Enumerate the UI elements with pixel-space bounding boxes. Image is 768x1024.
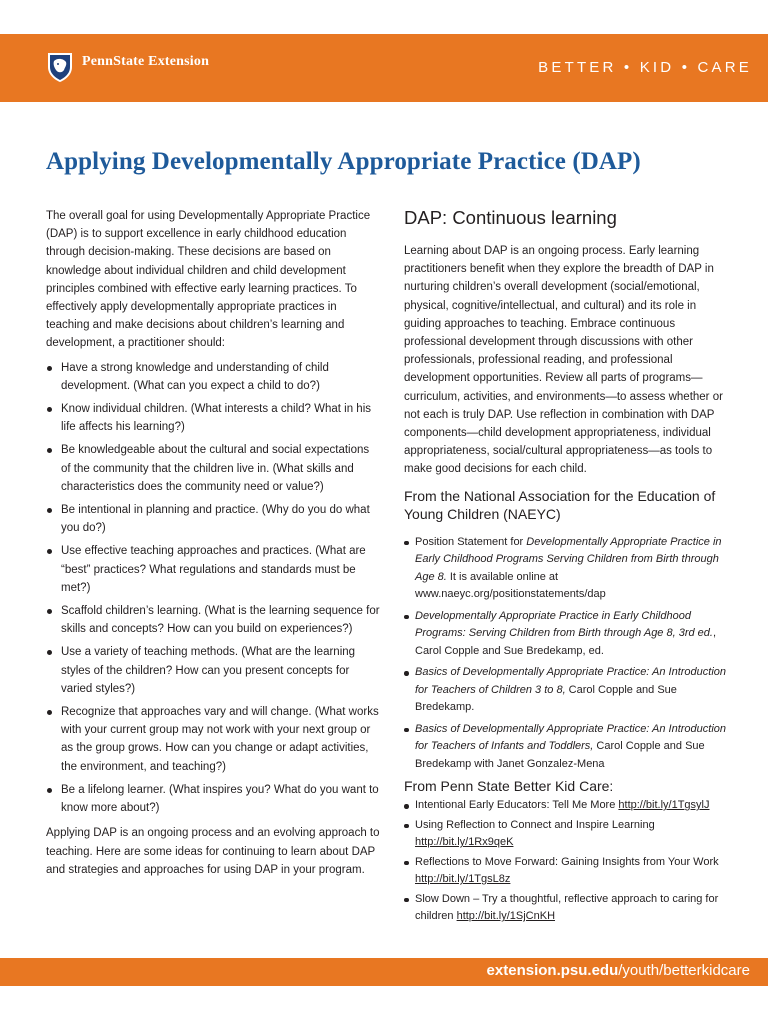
footer-url[interactable]: extension.psu.edu/youth/betterkidcare: [486, 962, 750, 979]
program-tagline: BETTER • KID • CARE: [538, 59, 752, 76]
list-item: Intentional Early Educators: Tell Me More http://bit.ly/1TgsylJ: [404, 797, 726, 815]
left-column: [46, 207, 380, 879]
list-item: Recognize that approaches vary and will change. (What works with your current group may not work with your next group or as the group grows. How can you change or adapt activities, the environment, and teaching?): [46, 703, 380, 776]
list-item: Be intentional in planning and practice. (Why do you do what you do?): [46, 501, 380, 537]
list-item: Know individual children. (What interests a child? What in his life affects his learning?): [46, 400, 380, 436]
list-item: Basics of Developmentally Appropriate Practice: An Introduction for Teachers of Infants and Toddlers, Carol Copple and Sue Bredekamp with Janet Gonzalez-Mena: [404, 721, 726, 774]
list-item: Use a variety of teaching methods. (What are the learning styles of the children? How can you present concepts for varied styles?): [46, 643, 380, 698]
resource-link[interactable]: http://bit.ly/1TgsL8z: [415, 873, 511, 886]
list-item: Scaffold children’s learning. (What is the learning sequence for skills and concepts? How can you build on experiences?): [46, 602, 380, 638]
list-item: Be a lifelong learner. (What inspires you? What do you want to know more about?): [46, 781, 380, 817]
list-item: Position Statement for Developmentally Appropriate Practice in Early Childhood Programs Serving Children from Birth through Age 8. It is available online at www.naeyc.org/positionstatements/dap: [404, 534, 726, 604]
org-name: PennState Extension: [82, 54, 210, 69]
footer-banner: [0, 958, 768, 986]
list-item: Using Reflection to Connect and Inspire Learning http://bit.ly/1Rx9qeK: [404, 817, 726, 852]
continuous-learning-paragraph: Learning about DAP is an ongoing process. Early learning practitioners benefit when they explore the breadth of DAP in nurturing children’s overall development (social/emotional, physical, cognitive/intellectual, and cultural) and its role in guiding approaches to teaching. Embrace continuous professional development through discussions with other professionals, professional reading, and professional development opportunities. Review all parts of programs—curriculum, activities, and environments—to assess whether or not each is truly DAP. Use reflection in combination with DAP components—child development appropriateness, individual appropriateness, social/cultural appropriateness—as tools to make good decisions for each child.: [404, 245, 723, 476]
practitioner-list: [46, 359, 380, 818]
nittany-lion-shield-icon: [46, 51, 74, 83]
resource-link[interactable]: http://bit.ly/1SjCnKH: [456, 910, 556, 923]
list-item: Use effective teaching approaches and practices. (What are “best” practices? What regulations and standards must be met?): [46, 542, 380, 597]
psu-heading: From Penn State Better Kid Care:: [404, 778, 614, 795]
naeyc-resource-list: [404, 534, 726, 774]
list-item: Reflections to Move Forward: Gaining Insights from Your Work http://bit.ly/1TgsL8z: [404, 854, 726, 889]
list-item: Basics of Developmentally Appropriate Practice: An Introduction for Teachers of Children 3 to 8, Carol Copple and Sue Bredekamp.: [404, 664, 726, 717]
psu-resource-list: [404, 797, 726, 926]
resource-link[interactable]: http://bit.ly/1Rx9qeK: [415, 836, 514, 849]
intro-paragraph: The overall goal for using Developmentally Appropriate Practice (DAP) is to support excellence in early childhood education through decision-making. These decisions are based on knowledge about individual children and child development principles combined with effective early learning practices. To effectively apply developmentally appropriate practices in teaching and make decisions about children’s learning and development, a practitioner should:: [46, 210, 371, 350]
page-title: Applying Developmentally Appropriate Practice (DAP): [46, 148, 641, 175]
list-item: Slow Down – Try a thoughtful, reflective approach to caring for children http://bit.ly/1SjCnKH: [404, 891, 726, 926]
list-item: Have a strong knowledge and understanding of child development. (What can you expect a child to do?): [46, 359, 380, 395]
header-banner: [0, 34, 768, 102]
list-item: Be knowledgeable about the cultural and social expectations of the community that the children live in. (What skills and characteristics does the community need or value?): [46, 441, 380, 496]
naeyc-heading: From the National Association for the Education of Young Children (NAEYC): [404, 487, 716, 523]
resource-link[interactable]: http://bit.ly/1TgsylJ: [618, 799, 710, 812]
right-column: [404, 206, 726, 928]
section-heading: DAP: Continuous learning: [404, 207, 617, 228]
closing-paragraph: Applying DAP is an ongoing process and an evolving approach to teaching. Here are some ideas for continuing to learn about DAP and strategies and approaches for using DAP in your program.: [46, 827, 380, 876]
list-item: Developmentally Appropriate Practice in Early Childhood Programs: Serving Children from Birth through Age 8, 3rd ed., Carol Copple and Sue Bredekamp, ed.: [404, 608, 726, 661]
